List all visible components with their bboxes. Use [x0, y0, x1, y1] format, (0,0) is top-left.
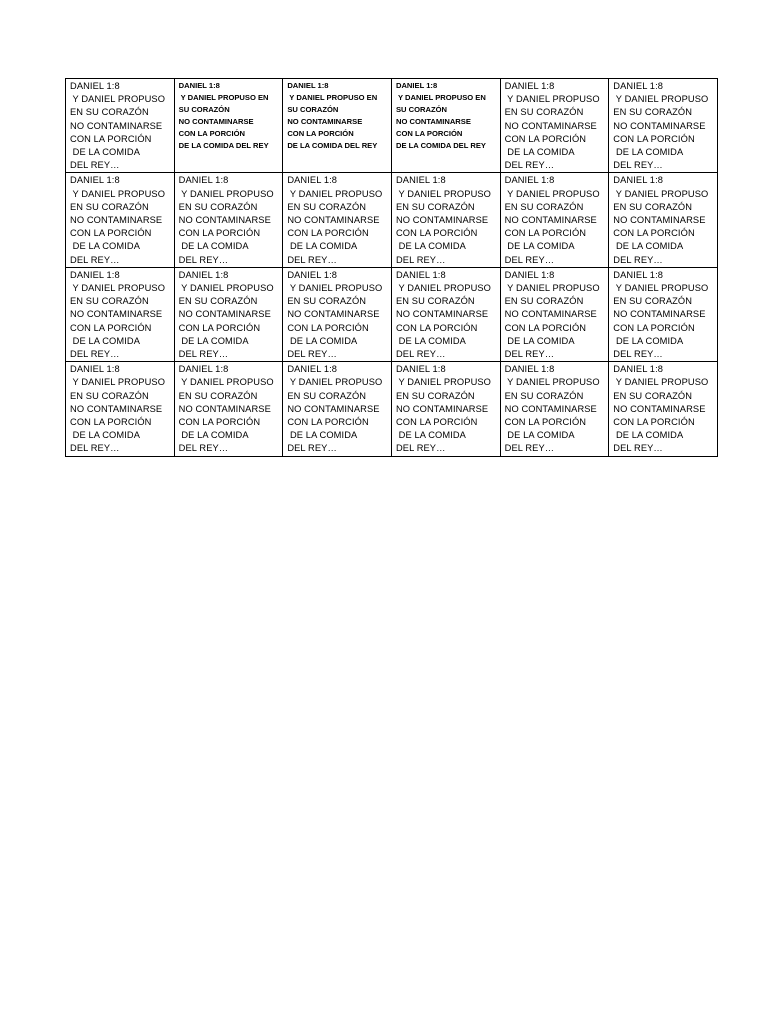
verse-text-line: CON LA PORCIÓN: [504, 322, 587, 333]
verse-text-line: CON LA PORCIÓN: [178, 417, 261, 428]
verse-text-line: EN SU CORAZÓN: [70, 390, 149, 401]
verse-text-line: Y DANIEL PROPUSO: [504, 94, 600, 105]
verse-card-cell: [391, 79, 500, 173]
verse-card-cell: [283, 267, 392, 361]
verse-reference: DANIEL 1:8: [70, 269, 120, 280]
verse-reference: DANIEL 1:8: [395, 269, 446, 280]
verse-text-line: SU CORAZÓN: [287, 105, 339, 114]
verse-text-line: CON LA PORCIÓN: [70, 133, 152, 144]
verse-text-line: DE LA COMIDA DEL REY: [178, 141, 269, 150]
verse-text-line: DEL REY…: [613, 254, 663, 265]
verse-card-cell: [283, 362, 392, 456]
verse-reference: DANIEL 1:8: [395, 81, 438, 90]
verse-text-line: CON LA PORCIÓN: [70, 417, 152, 428]
verse-text-line: DEL REY…: [178, 443, 229, 454]
verse-text-line: Y DANIEL PROPUSO: [613, 283, 709, 294]
verse-text-line: Y DANIEL PROPUSO: [70, 283, 166, 294]
verse-text-line: Y DANIEL PROPUSO: [613, 377, 709, 388]
verse-card-cell: [500, 173, 609, 267]
verse-text-line: SU CORAZÓN: [395, 105, 448, 114]
verse-text-line: EN SU CORAZÓN: [70, 107, 149, 118]
verse-text-line: NO CONTAMINARSE: [70, 120, 163, 131]
verse-text-line: DEL REY…: [287, 349, 337, 360]
verse-text-line: DE LA COMIDA: [395, 241, 466, 252]
verse-text-line: NO CONTAMINARSE: [613, 403, 706, 414]
verse-text-line: NO CONTAMINARSE: [178, 215, 271, 226]
verse-text-line: EN SU CORAZÓN: [613, 296, 693, 307]
verse-reference: DANIEL 1:8: [287, 269, 338, 280]
verse-text-line: NO CONTAMINARSE: [287, 309, 380, 320]
verse-text-line: Y DANIEL PROPUSO EN: [395, 93, 486, 102]
verse-text-line: CON LA PORCIÓN: [613, 228, 695, 239]
verse-text-line: CON LA PORCIÓN: [613, 133, 695, 144]
verse-text-line: Y DANIEL PROPUSO: [178, 188, 274, 199]
verse-text-line: EN SU CORAZÓN: [395, 390, 475, 401]
verse-text-line: DE LA COMIDA: [287, 335, 358, 346]
verse-text-line: CON LA PORCIÓN: [287, 417, 369, 428]
verse-card-cell: [283, 173, 392, 267]
verse-text-line: EN SU CORAZÓN: [613, 201, 693, 212]
table-row: [66, 267, 718, 361]
verse-text-line: EN SU CORAZÓN: [70, 201, 149, 212]
verse-card-cell: [609, 173, 718, 267]
verse-card-cell: [174, 173, 283, 267]
verse-text-line: DE LA COMIDA: [395, 430, 466, 441]
verse-text-line: NO CONTAMINARSE: [504, 120, 597, 131]
verse-text-line: Y DANIEL PROPUSO: [395, 188, 492, 199]
verse-text-line: Y DANIEL PROPUSO: [70, 94, 166, 105]
verse-text-line: DE LA COMIDA: [70, 241, 141, 252]
verse-text-line: Y DANIEL PROPUSO: [613, 188, 709, 199]
verse-card-cell: [609, 79, 718, 173]
verse-text-line: DEL REY…: [395, 443, 446, 454]
verse-card-cell: [500, 79, 609, 173]
verse-reference: DANIEL 1:8: [504, 175, 555, 186]
verse-card-cell: [66, 267, 175, 361]
verse-text-line: DEL REY…: [504, 160, 555, 171]
verse-text-line: DE LA COMIDA: [504, 335, 575, 346]
verse-text-line: EN SU CORAZÓN: [395, 296, 475, 307]
verse-text-line: DE LA COMIDA: [613, 241, 684, 252]
verse-text-line: EN SU CORAZÓN: [504, 201, 584, 212]
verse-text-line: Y DANIEL PROPUSO: [395, 377, 492, 388]
verse-text-line: Y DANIEL PROPUSO: [70, 188, 166, 199]
verse-text-line: DE LA COMIDA DEL REY: [395, 141, 486, 150]
verse-text-line: DEL REY…: [178, 349, 229, 360]
verse-text-line: NO CONTAMINARSE: [70, 403, 163, 414]
verse-text-line: EN SU CORAZÓN: [504, 296, 584, 307]
verse-text-line: CON LA PORCIÓN: [395, 322, 478, 333]
verse-text-line: DE LA COMIDA: [287, 241, 358, 252]
verse-text-line: CON LA PORCIÓN: [70, 228, 152, 239]
verse-text-line: DE LA COMIDA: [504, 241, 575, 252]
verse-text-line: CON LA PORCIÓN: [287, 129, 354, 138]
verse-text-line: DEL REY…: [504, 443, 555, 454]
verse-text-line: NO CONTAMINARSE: [178, 403, 271, 414]
verse-text-line: Y DANIEL PROPUSO: [178, 283, 274, 294]
verse-text-line: DE LA COMIDA: [70, 430, 141, 441]
verse-text-line: EN SU CORAZÓN: [178, 296, 258, 307]
verse-text-line: DE LA COMIDA: [613, 335, 684, 346]
verse-card-cell: [609, 362, 718, 456]
verse-card-cell: [174, 79, 283, 173]
verse-text-line: NO CONTAMINARSE: [395, 309, 489, 320]
verse-text-line: DE LA COMIDA DEL REY: [287, 141, 378, 150]
verse-text-line: DE LA COMIDA: [178, 430, 249, 441]
verse-text-line: Y DANIEL PROPUSO EN: [178, 93, 269, 102]
verse-text-line: NO CONTAMINARSE: [504, 309, 597, 320]
verse-text-line: DE LA COMIDA: [613, 430, 684, 441]
verse-card-table-body: [66, 79, 718, 457]
verse-text-line: DEL REY…: [70, 160, 120, 171]
verse-card-cell: [66, 362, 175, 456]
verse-text-line: NO CONTAMINARSE: [287, 117, 363, 126]
verse-reference: DANIEL 1:8: [178, 81, 220, 90]
table-row: [66, 79, 718, 173]
verse-text-line: CON LA PORCIÓN: [178, 322, 261, 333]
verse-text-line: CON LA PORCIÓN: [70, 322, 152, 333]
verse-text-line: DEL REY…: [70, 349, 120, 360]
verse-reference: DANIEL 1:8: [395, 175, 446, 186]
verse-text-line: CON LA PORCIÓN: [504, 228, 587, 239]
verse-text-line: NO CONTAMINARSE: [178, 117, 254, 126]
verse-text-line: EN SU CORAZÓN: [504, 390, 584, 401]
verse-text-line: CON LA PORCIÓN: [287, 228, 369, 239]
verse-text-line: EN SU CORAZÓN: [70, 296, 149, 307]
verse-text-line: NO CONTAMINARSE: [504, 215, 597, 226]
verse-text-line: CON LA PORCIÓN: [178, 228, 261, 239]
verse-text-line: NO CONTAMINARSE: [395, 403, 489, 414]
verse-reference: DANIEL 1:8: [178, 175, 229, 186]
verse-card-cell: [174, 362, 283, 456]
verse-reference: DANIEL 1:8: [70, 81, 120, 91]
verse-text-line: DEL REY…: [504, 349, 555, 360]
verse-reference: DANIEL 1:8: [395, 364, 446, 375]
verse-text-line: DE LA COMIDA: [504, 147, 575, 158]
verse-text-line: CON LA PORCIÓN: [178, 129, 246, 138]
verse-text-line: DEL REY…: [395, 349, 446, 360]
verse-card-cell: [66, 173, 175, 267]
verse-text-line: CON LA PORCIÓN: [613, 322, 695, 333]
verse-text-line: Y DANIEL PROPUSO: [504, 283, 600, 294]
verse-card-cell: [391, 362, 500, 456]
verse-text-line: NO CONTAMINARSE: [613, 215, 706, 226]
verse-text-line: DE LA COMIDA: [287, 430, 358, 441]
verse-card-table: [65, 78, 718, 457]
verse-text-line: EN SU CORAZÓN: [178, 390, 258, 401]
verse-text-line: Y DANIEL PROPUSO: [395, 283, 492, 294]
verse-text-line: DEL REY…: [287, 254, 337, 265]
verse-text-line: NO CONTAMINARSE: [70, 309, 163, 320]
verse-reference: DANIEL 1:8: [613, 269, 664, 280]
verse-text-line: DE LA COMIDA: [70, 147, 141, 158]
verse-text-line: Y DANIEL PROPUSO: [613, 94, 709, 105]
verse-card-cell: [66, 79, 175, 173]
verse-text-line: Y DANIEL PROPUSO: [287, 283, 383, 294]
verse-text-line: DE LA COMIDA: [70, 335, 141, 346]
verse-text-line: Y DANIEL PROPUSO EN: [287, 93, 378, 102]
verse-text-line: NO CONTAMINARSE: [70, 215, 163, 226]
verse-text-line: DE LA COMIDA: [178, 241, 249, 252]
verse-text-line: EN SU CORAZÓN: [178, 201, 258, 212]
verse-reference: DANIEL 1:8: [287, 175, 338, 186]
verse-text-line: CON LA PORCIÓN: [395, 129, 463, 138]
verse-card-cell: [500, 267, 609, 361]
verse-text-line: NO CONTAMINARSE: [395, 215, 489, 226]
verse-reference: DANIEL 1:8: [504, 269, 555, 280]
verse-text-line: DEL REY…: [395, 254, 446, 265]
verse-text-line: EN SU CORAZÓN: [504, 107, 584, 118]
verse-card-cell: [500, 362, 609, 456]
verse-card-cell: [283, 79, 392, 173]
verse-text-line: CON LA PORCIÓN: [504, 133, 587, 144]
verse-text-line: DEL REY…: [178, 254, 229, 265]
verse-reference: DANIEL 1:8: [504, 364, 555, 375]
verse-text-line: NO CONTAMINARSE: [613, 309, 706, 320]
verse-text-line: DEL REY…: [70, 443, 120, 454]
verse-text-line: DE LA COMIDA: [178, 335, 249, 346]
verse-reference: DANIEL 1:8: [613, 81, 664, 91]
verse-text-line: DEL REY…: [504, 254, 555, 265]
verse-text-line: DEL REY…: [70, 254, 120, 265]
verse-text-line: CON LA PORCIÓN: [395, 228, 478, 239]
verse-reference: DANIEL 1:8: [178, 364, 229, 375]
verse-reference: DANIEL 1:8: [504, 81, 555, 91]
verse-text-line: CON LA PORCIÓN: [395, 417, 478, 428]
verse-text-line: DE LA COMIDA: [613, 147, 684, 158]
verse-text-line: DE LA COMIDA: [504, 430, 575, 441]
verse-text-line: Y DANIEL PROPUSO: [70, 377, 166, 388]
verse-text-line: CON LA PORCIÓN: [504, 417, 587, 428]
verse-text-line: SU CORAZÓN: [178, 105, 230, 114]
verse-text-line: NO CONTAMINARSE: [178, 309, 271, 320]
verse-text-line: CON LA PORCIÓN: [287, 322, 369, 333]
verse-text-line: DEL REY…: [613, 443, 663, 454]
verse-card-cell: [609, 267, 718, 361]
verse-text-line: NO CONTAMINARSE: [613, 120, 706, 131]
verse-text-line: Y DANIEL PROPUSO: [287, 377, 383, 388]
verse-reference: DANIEL 1:8: [70, 364, 120, 375]
verse-reference: DANIEL 1:8: [613, 364, 664, 375]
verse-text-line: EN SU CORAZÓN: [613, 107, 693, 118]
verse-text-line: EN SU CORAZÓN: [287, 201, 367, 212]
verse-text-line: NO CONTAMINARSE: [504, 403, 597, 414]
verse-reference: DANIEL 1:8: [70, 175, 120, 186]
verse-reference: DANIEL 1:8: [613, 175, 664, 186]
verse-reference: DANIEL 1:8: [178, 269, 229, 280]
verse-reference: DANIEL 1:8: [287, 364, 338, 375]
verse-text-line: DEL REY…: [287, 443, 337, 454]
verse-text-line: DEL REY…: [613, 160, 663, 171]
verse-card-cell: [174, 267, 283, 361]
verse-text-line: EN SU CORAZÓN: [613, 390, 693, 401]
verse-card-cell: [391, 267, 500, 361]
verse-text-line: NO CONTAMINARSE: [287, 403, 380, 414]
table-row: [66, 173, 718, 267]
verse-text-line: DE LA COMIDA: [395, 335, 466, 346]
verse-text-line: Y DANIEL PROPUSO: [504, 188, 600, 199]
verse-text-line: Y DANIEL PROPUSO: [504, 377, 600, 388]
verse-text-line: NO CONTAMINARSE: [395, 117, 471, 126]
table-row: [66, 362, 718, 456]
verse-card-cell: [391, 173, 500, 267]
verse-text-line: NO CONTAMINARSE: [287, 215, 380, 226]
verse-text-line: EN SU CORAZÓN: [287, 296, 367, 307]
verse-text-line: Y DANIEL PROPUSO: [287, 188, 383, 199]
verse-text-line: EN SU CORAZÓN: [395, 201, 475, 212]
verse-text-line: DEL REY…: [613, 349, 663, 360]
verse-text-line: CON LA PORCIÓN: [613, 417, 695, 428]
verse-text-line: Y DANIEL PROPUSO: [178, 377, 274, 388]
verse-text-line: EN SU CORAZÓN: [287, 390, 367, 401]
verse-reference: DANIEL 1:8: [287, 81, 329, 90]
